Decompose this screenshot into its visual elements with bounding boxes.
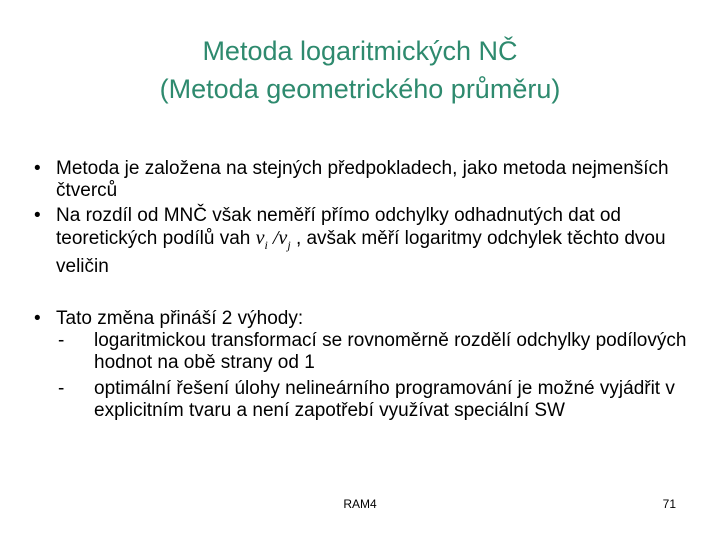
sub-text-1: logaritmickou transformací se rovnoměrně rozdělí odchylky podílových hodnot na obě strany od 1	[94, 330, 687, 373]
sub-item-2	[0, 378, 694, 422]
formula-v-i: v	[255, 227, 265, 249]
bullet-marker: •	[34, 158, 41, 179]
formula-slash: /	[267, 227, 279, 249]
bullet-marker: •	[34, 308, 41, 329]
footer-label: RAM4	[343, 497, 377, 511]
bullet-item-1	[0, 158, 696, 202]
formula-v-j: v	[278, 227, 288, 249]
sub-item-1	[0, 330, 694, 374]
bullet-text-2a: Na rozdíl od MNČ však neměří přímo odchylky odhadnutých dat od teoretických podílů vah	[56, 205, 621, 249]
title-line-1: Metoda logaritmických NČ	[202, 36, 518, 66]
bullet-marker: •	[34, 205, 41, 226]
page-number: 71	[662, 497, 676, 511]
bullet-item-3	[0, 308, 696, 422]
dash-marker: -	[58, 378, 65, 399]
formula-sub-i: i	[264, 238, 268, 252]
slide-title	[0, 32, 720, 108]
dash-marker: -	[58, 330, 65, 351]
ratio-formula	[255, 227, 291, 252]
bullet-text-3: Tato změna přináší 2 výhody:	[56, 308, 304, 329]
title-line-2: (Metoda geometrického průměru)	[159, 74, 561, 104]
bullet-text-1: Metoda je založena na stejných předpokladech, jako metoda nejmenších čtverců	[56, 158, 669, 201]
formula-sub-j: j	[287, 238, 291, 252]
sub-text-2: optimální řešení úlohy nelineárního programování je možné vyjádřit v explicitním tvaru a není zapotřebí využívat speciální SW	[94, 378, 675, 421]
bullet-item-2	[0, 205, 696, 278]
bullet-list	[0, 158, 720, 422]
bullet-text-2b: , avšak měří logaritmy odchylek těchto dvou veličin	[56, 228, 666, 277]
